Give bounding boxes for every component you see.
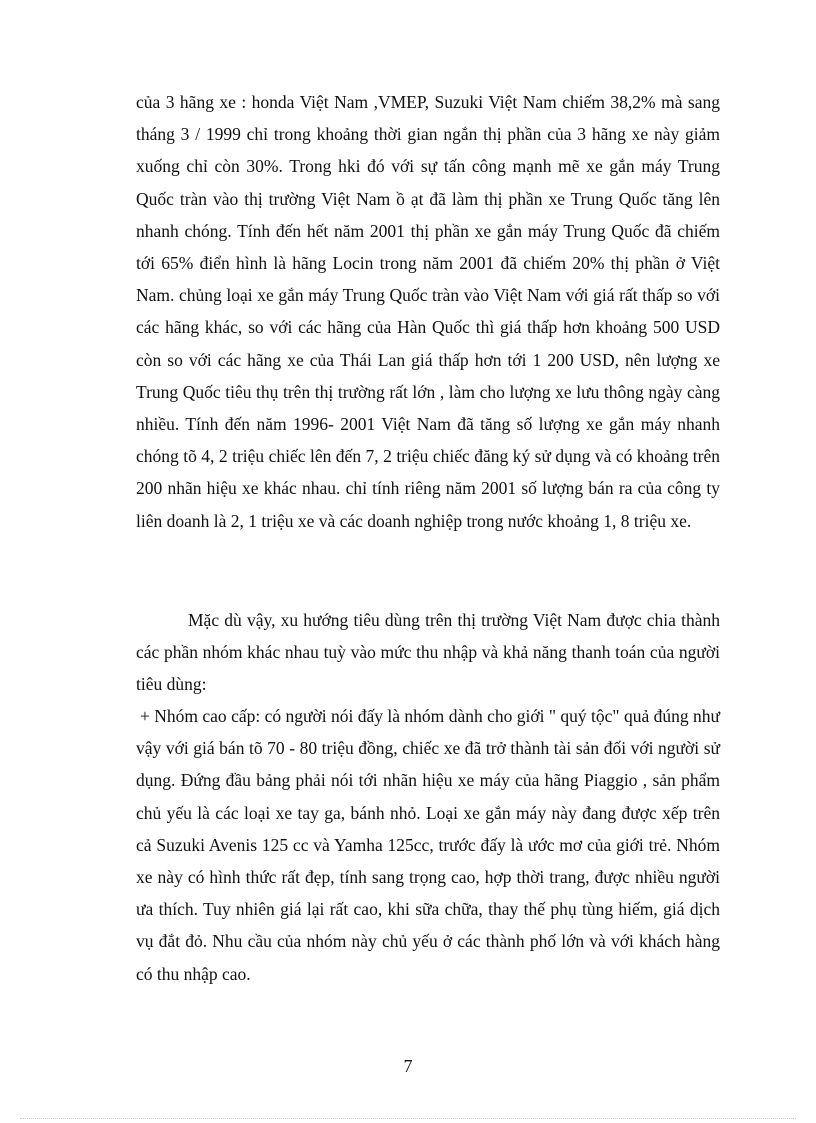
page-bottom-divider: [20, 1118, 796, 1119]
paragraph-market-share: của 3 hãng xe : honda Việt Nam ,VMEP, Suzuki Việt Nam chiếm 38,2% mà sang tháng 3 / 1999 chỉ trong khoảng thời gian ngắn thị phần của 3 hãng xe này giảm xuống chỉ còn 30%. Trong hki đó với sự tấn công mạnh mẽ xe gắn máy Trung Quốc tràn vào thị trường Việt Nam ồ ạt đã làm thị phần xe Trung Quốc tăng lên nhanh chóng. Tính đến hết năm 2001 thị phần xe gắn máy Trung Quốc đã chiếm tới 65% điển hình là hãng Locin trong năm 2001 đã chiếm 20% thị phần ở Việt Nam. chủng loại xe gắn máy Trung Quốc tràn vào Việt Nam với giá rất thấp so với các hãng khác, so với các hãng của Hàn Quốc thì giá thấp hơn khoảng 500 USD còn so với các hãng xe của Thái Lan giá thấp hơn tới 1 200 USD, nên lượng xe Trung Quốc tiêu thụ trên thị trường rất lớn , làm cho lượng xe lưu thông ngày càng nhiều. Tính đến năm 1996- 2001 Việt Nam đã tăng số lượng xe gắn máy nhanh chóng tõ 4, 2 triệu chiếc lên đến 7, 2 triệu chiếc đăng ký sử dụng và có khoảng trên 200 nhãn hiệu xe khác nhau. chỉ tính riêng năm 2001 số lượng bán ra của công ty liên doanh là 2, 1 triệu xe và các doanh nghiệp trong nước khoảng 1, 8 triệu xe.: [136, 92, 720, 531]
paragraph-consumer-trends: Mặc dù vậy, xu hướng tiêu dùng trên thị trường Việt Nam được chia thành các phần nhóm khác nhau tuỳ vào mức thu nhập và khả năng thanh toán của người tiêu dùng:: [136, 610, 720, 695]
page-number: 7: [403, 1056, 413, 1076]
paragraph-premium-segment: + Nhóm cao cấp: có người nói đấy là nhóm dành cho giới " quý tộc" quả đúng như vậy với giá bán tõ 70 - 80 triệu đồng, chiếc xe đã trở thành tài sản đối với người sử dụng. Đứng đầu bảng phải nói tới nhãn hiệu xe máy của hãng Piaggio , sản phẩm chủ yếu là các loại xe tay ga, bánh nhỏ. Loại xe gắn máy này đang được xếp trên cả Suzuki Avenis 125 cc và Yamha 125cc, trước đấy là ước mơ của giới trẻ. Nhóm xe này có hình thức rất đẹp, tính sang trọng cao, hợp thời trang, được nhiều người ưa thích. Tuy nhiên giá lại rất cao, khi sữa chữa, thay thế phụ tùng hiếm, giá dịch vụ đắt đỏ. Nhu cầu của nhóm này chủ yếu ở các thành phố lớn và với khách hàng có thu nhập cao.: [136, 706, 720, 984]
